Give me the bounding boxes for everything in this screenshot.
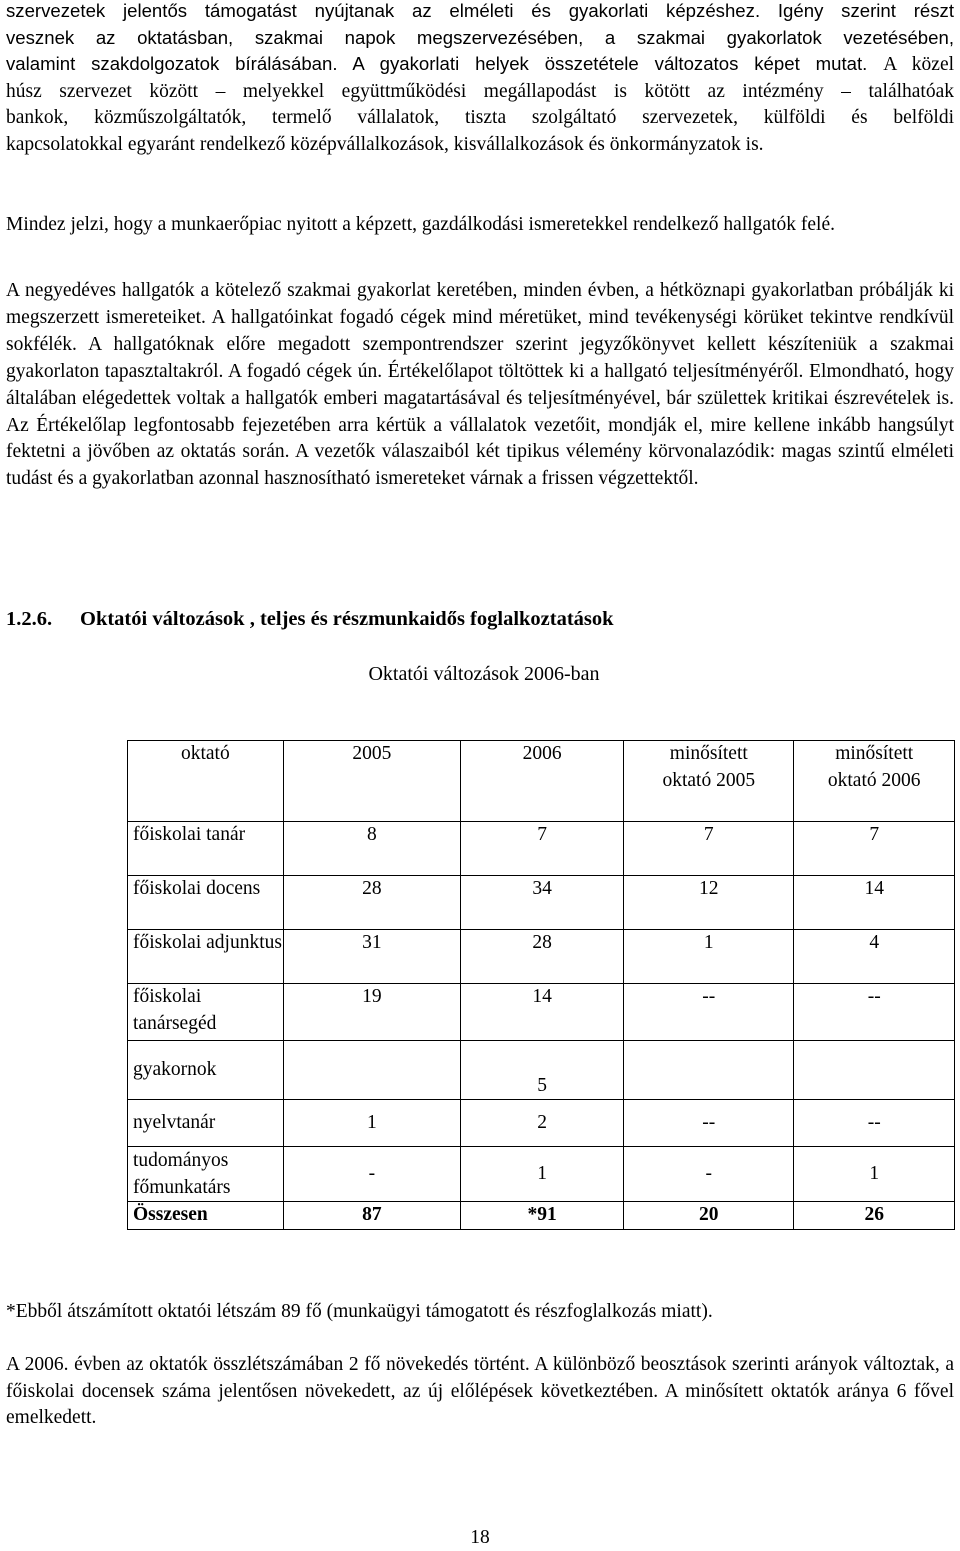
header-cell: minősített oktató 2006 [794, 741, 955, 822]
table-cell: 7 [624, 822, 794, 876]
table-cell: 1 [461, 1147, 624, 1202]
table-cell: 26 [794, 1202, 955, 1230]
table-cell: 7 [461, 822, 624, 876]
table-total-row [128, 1202, 955, 1230]
table-cell [794, 1041, 955, 1100]
table-cell: -- [624, 1100, 794, 1147]
table-title: Oktatói változások 2006-ban [368, 663, 600, 685]
paragraph-internships: A negyedéves hallgatók a kötelező szakmai gyakorlat keretében, minden évben, a hétköznapi gyakorlatban próbálják ki megszerzett ismereteiket. A hallgatóinkat fogadó cégek mind méretüket, mind tevékenységi körüket tekintve rendkívül sokfélék. A hallgatóknak előre megadott szempontrendszer szerint jegyzőkönyvet kellett készíteniük a szakmai gyakorlaton tapasztaltakról. A fogadó cégek ún. Értékelőlapot töltöttek ki a hallgató teljesítményéről. Elmondható, hogy általában elégedettek voltak a hallgatók emberi magatartásával és teljesítményével, bár születtek kritikai észrevételek is. Az Értékelőlap legfontosabb fejezetében arra kértük a vállalatok vezetőit, mondják el, mire kellene inkább hangsúlyt fektetni a jövőben az oktatás során. A vezetők válaszaiból két tipikus vélemény körvonalazódik: magas szintű elméleti tudást és a gyakorlatban azonnal hasznosítható ismereteket várnak a frissen végzettektől. [6, 280, 954, 490]
table-row [128, 984, 955, 1041]
table-cell: 4 [794, 930, 955, 984]
table-cell: főiskolai adjunktus [128, 930, 284, 984]
paragraph-line: bankok, közműszolgáltatók, termelő vállalatok, tiszta szolgáltató szervezetek, külföldi és belföldi [6, 107, 954, 129]
table-cell [283, 1041, 461, 1100]
table-cell: Összesen [128, 1202, 284, 1230]
header-cell: 2006 [461, 741, 624, 822]
table-row [128, 822, 955, 876]
paragraph-line: szervezetek jelentős támogatást nyújtanak az elméleti és gyakorlati képzéshez. Igény szerint részt [6, 0, 954, 21]
table-cell: 14 [461, 984, 624, 1041]
table-cell: 8 [283, 822, 461, 876]
table-cell: 87 [283, 1202, 461, 1230]
table-cell [624, 1041, 794, 1100]
table-cell: 31 [283, 930, 461, 984]
table-cell: - [624, 1147, 794, 1202]
paragraph-labour-market: Mindez jelzi, hogy a munkaerőpiac nyitott a képzett, gazdálkodási ismeretekkel rendelkező hallgatók felé. [6, 214, 835, 235]
table-cell: nyelvtanár [128, 1100, 284, 1147]
page-number: 18 [470, 1527, 490, 1548]
section-number: 1.2.6. [6, 608, 53, 630]
paragraph-line-tail: A közel [883, 54, 955, 76]
table-cell: 1 [624, 930, 794, 984]
table-cell: főiskolai docens [128, 876, 284, 930]
table-cell: tudományos főmunkatárs [128, 1147, 284, 1202]
staff-changes-table [127, 740, 955, 1230]
table-cell: *91 [461, 1202, 624, 1230]
paragraph-line-text: valamint szakdolgozatok bírálásában. A gyakorlati helyek összetétele változatos képet mutat. [6, 53, 868, 75]
header-cell: minősített oktató 2005 [624, 741, 794, 822]
paragraph-line: húsz szervezet között – melyekkel együttműködési megállapodást is kötött az intézmény – találhatóak [6, 80, 954, 102]
table-row [128, 930, 955, 984]
table-cell: főiskolai tanársegéd [128, 984, 284, 1041]
paragraph-summary: A 2006. évben az oktatók összlétszámában 2 fő növekedés történt. A különböző beosztások szerinti arányok változtak, a főiskolai docensek száma jelentősen növekedett, az új előlépések következtében. A minősített oktatók aránya 6 fővel emelkedett. [6, 1354, 954, 1429]
table-cell: 1 [794, 1147, 955, 1202]
table-header-row [128, 741, 955, 822]
paragraph-line [6, 51, 954, 79]
header-cell: 2005 [283, 741, 461, 822]
table-row [128, 1100, 955, 1147]
paragraph-line: kapcsolatokkal egyaránt rendelkező középvállalkozások, kisvállalkozások és önkormányzatok is. [6, 133, 764, 155]
section-title: Oktatói változások , teljes és részmunkaidős foglalkoztatások [80, 608, 614, 630]
table-cell: főiskolai tanár [128, 822, 284, 876]
table-cell: 14 [794, 876, 955, 930]
section-heading [6, 605, 954, 633]
table-cell: 19 [283, 984, 461, 1041]
table-cell: 5 [461, 1041, 624, 1100]
table-cell: 7 [794, 822, 955, 876]
table-cell: 34 [461, 876, 624, 930]
table-cell: -- [794, 984, 955, 1041]
table-cell: -- [624, 984, 794, 1041]
table-cell: 1 [283, 1100, 461, 1147]
table-cell: 12 [624, 876, 794, 930]
table-row [128, 876, 955, 930]
table-cell: - [283, 1147, 461, 1202]
table-cell: -- [794, 1100, 955, 1147]
table-cell: 20 [624, 1202, 794, 1230]
paragraph-line: vesznek az oktatásban, szakmai napok megszervezésében, a szakmai gyakorlatok vezetésében, [6, 26, 954, 48]
header-cell: oktató [128, 741, 284, 822]
paragraph-partners [6, 0, 954, 159]
table-cell: 28 [283, 876, 461, 930]
table-cell: gyakornok [128, 1041, 284, 1100]
table-row [128, 1147, 955, 1202]
table-row [128, 1041, 955, 1100]
table-cell: 28 [461, 930, 624, 984]
table-cell: 2 [461, 1100, 624, 1147]
table-footnote: *Ebből átszámított oktatói létszám 89 fő (munkaügyi támogatott és részfoglalkozás miatt). [6, 1301, 713, 1322]
